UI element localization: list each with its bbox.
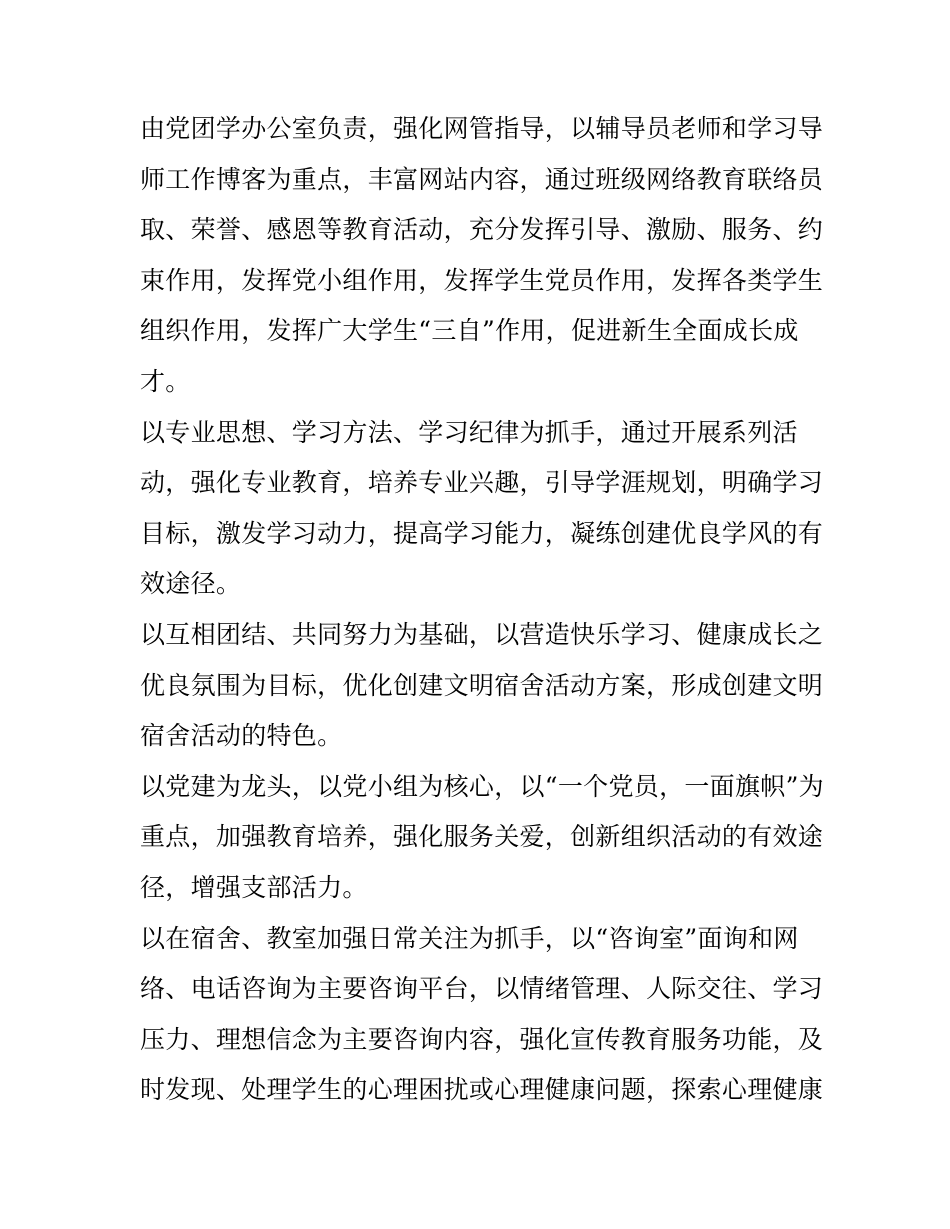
text-line: 压力、理想信念为主要咨询内容，强化宣传教育服务功能，及 bbox=[140, 1024, 824, 1054]
text-line: 由党团学办公室负责，强化网管指导，以辅导员老师和学习导 bbox=[140, 114, 824, 143]
text-line: 动，强化专业教育，培养专业兴趣，引导学涯规划，明确学习 bbox=[140, 468, 824, 498]
text-line: 才。 bbox=[140, 366, 191, 396]
text-line: 以互相团结、共同努力为基础，以营造快乐学习、健康成长之 bbox=[140, 619, 824, 649]
text-line: 以党建为龙头，以党小组为核心，以“一个党员，一面旗帜”为 bbox=[140, 771, 824, 801]
text-line: 络、电话咨询为主要咨询平台，以情绪管理、人际交往、学习 bbox=[140, 974, 824, 1004]
document-body bbox=[140, 104, 824, 1116]
text-line: 目标，激发学习动力，提高学习能力，凝练创建优良学风的有 bbox=[140, 518, 824, 548]
text-line: 以在宿舍、教室加强日常关注为抓手，以“咨询室”面询和网 bbox=[140, 923, 799, 953]
text-line: 宿舍活动的特色。 bbox=[140, 721, 343, 751]
text-line: 取、荣誉、感恩等教育活动，充分发挥引导、激励、服务、约 bbox=[140, 215, 824, 245]
text-line: 时发现、处理学生的心理困扰或心理健康问题，探索心理健康 bbox=[140, 1075, 824, 1105]
text-line: 师工作博客为重点，丰富网站内容，通过班级网络教育联络员 bbox=[140, 164, 824, 194]
text-line: 以专业思想、学习方法、学习纪律为抓手，通过开展系列活 bbox=[140, 417, 798, 447]
text-line: 效途径。 bbox=[140, 569, 242, 599]
text-line: 组织作用，发挥广大学生“三自”作用，促进新生全面成长成 bbox=[140, 316, 799, 346]
text-line: 径，增强支部活力。 bbox=[140, 872, 368, 902]
text-line: 重点，加强教育培养，强化服务关爱，创新组织活动的有效途 bbox=[140, 822, 824, 852]
text-line: 优良氛围为目标，优化创建文明宿舍活动方案，形成创建文明 bbox=[140, 670, 824, 700]
text-line: 束作用，发挥党小组作用，发挥学生党员作用，发挥各类学生 bbox=[140, 265, 824, 295]
